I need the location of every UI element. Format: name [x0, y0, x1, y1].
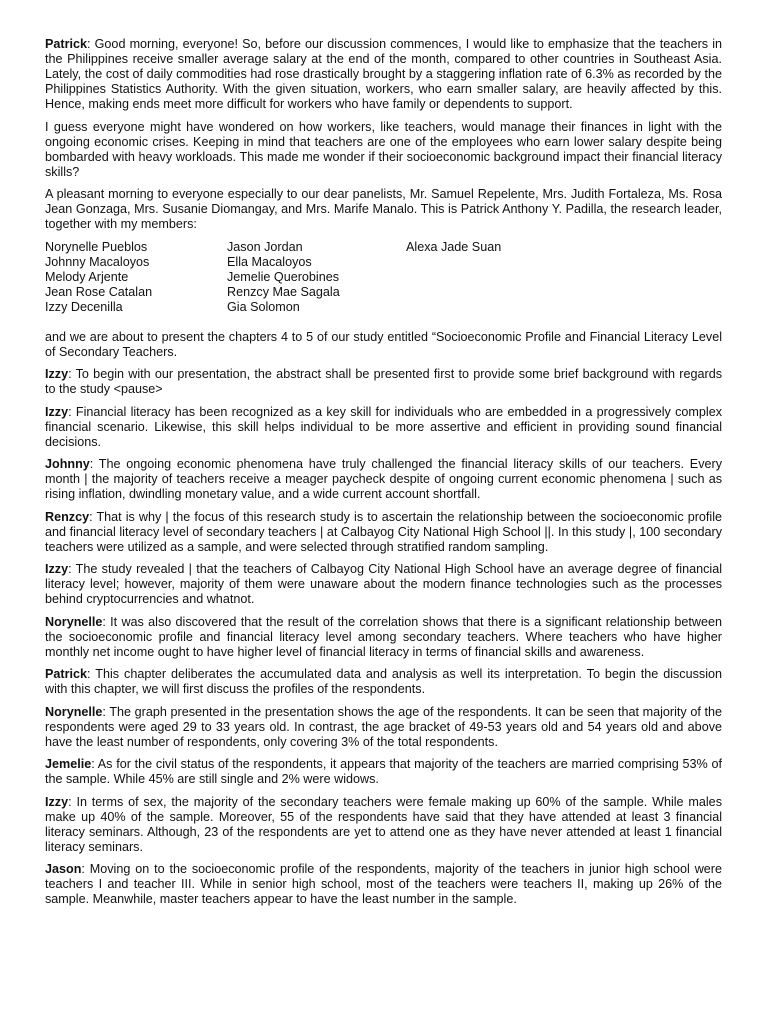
- member-name: Jean Rose Catalan: [45, 284, 153, 299]
- dialogue-paragraph: [45, 367, 722, 397]
- dialogue-paragraph: [45, 120, 722, 180]
- speaker-name: Izzy: [45, 562, 69, 576]
- paragraph-text: : That is why | the focus of this research study is to ascertain the relationship between the socioeconomic profile and financial literacy level of secondary teachers | at Calbayog City National High School ||. In this study |, 100 secondary teachers were utilized as a sample, and were selected through stratified random sampling.: [45, 509, 722, 554]
- paragraph-text: and we are about to present the chapters 4 to 5 of our study entitled “Socioeconomic Profile and Financial Literacy Level of Secondary Teachers.: [45, 329, 722, 359]
- member-name: Izzy Decenilla: [45, 299, 123, 314]
- dialogue-paragraph: [45, 457, 722, 502]
- paragraph-text: : Financial literacy has been recognized as a key skill for individuals who are embedded in a progressively complex financial scenario. Likewise, this skill helps individual to be more assertive and efficient in providing sound financial decisions.: [45, 404, 722, 449]
- paragraph-text: A pleasant morning to everyone especially to our dear panelists, Mr. Samuel Repelente, Mrs. Judith Fortaleza, Ms. Rosa Jean Gonzaga, Mrs. Susanie Diomangay, and Mrs. Marife Manalo. This is Patrick Anthony Y. Padilla, the research leader, together with my members:: [45, 187, 722, 231]
- paragraph-text: : This chapter deliberates the accumulated data and analysis as well its interpretation. To begin the discussion with this chapter, we will first discuss the profiles of the respondents.: [45, 667, 722, 696]
- speaker-name: Jemelie: [45, 757, 92, 771]
- paragraph-text: : It was also discovered that the result of the correlation shows that there is a significant relationship between the socioeconomic profile and financial literacy level among secondary teachers. Where teachers who have higher monthly net income ought to have higher level of financial literacy in terms of financial skills and awareness.: [45, 614, 722, 659]
- member-column: [227, 240, 406, 315]
- paragraph-text: : The ongoing economic phenomena have truly challenged the financial literacy skills of our teachers. Every month | the majority of teachers receive a meager paycheck despite of ongoing current economic phenomena | such as rising inflation, dwindling monetary value, and a wide current account shortfall.: [45, 457, 722, 501]
- dialogue-paragraph: [45, 37, 722, 112]
- speaker-name: Patrick: [45, 667, 88, 681]
- dialogue-paragraph: [45, 330, 722, 360]
- dialogue-paragraph: [45, 757, 722, 787]
- member-name: Jemelie Querobines: [227, 269, 340, 284]
- member-name: Ella Macaloyos: [227, 254, 312, 269]
- script-body: [45, 330, 722, 908]
- member-column: [45, 240, 227, 315]
- member-name: Norynelle Pueblos: [45, 239, 148, 254]
- member-list: [45, 240, 722, 315]
- paragraph-text: : The graph presented in the presentation shows the age of the respondents. It can be seen that majority of the respondents were aged 29 to 33 years old. In contrast, the age bracket of 49-53 years old and 54 years old and above have the least number of respondents, only covering 3% of the total respondents.: [45, 704, 722, 749]
- paragraph-text: : As for the civil status of the respondents, it appears that majority of the teachers are married comprising 53% of the sample. While 45% are still single and 2% were widows.: [45, 757, 722, 786]
- dialogue-paragraph: [45, 667, 722, 697]
- paragraph-text: : To begin with our presentation, the abstract shall be presented first to provide some brief background with regards to the study <pause>: [45, 367, 722, 396]
- speaker-name: Norynelle: [45, 704, 103, 719]
- member-name: Renzcy Mae Sagala: [227, 284, 340, 299]
- speaker-name: Patrick: [45, 37, 88, 51]
- member-name: Johnny Macaloyos: [45, 254, 150, 269]
- dialogue-paragraph: [45, 862, 722, 907]
- dialogue-paragraph: [45, 795, 722, 855]
- speaker-name: Izzy: [45, 404, 69, 419]
- speaker-name: Norynelle: [45, 614, 103, 629]
- member-column: [406, 240, 606, 315]
- dialogue-paragraph: [45, 615, 722, 660]
- member-name: Alexa Jade Suan: [406, 239, 502, 254]
- speaker-name: Izzy: [45, 367, 69, 381]
- dialogue-paragraph: [45, 405, 722, 450]
- member-name: Melody Arjente: [45, 269, 129, 284]
- member-name: Gia Solomon: [227, 299, 300, 314]
- paragraph-text: : Good morning, everyone! So, before our discussion commences, I would like to emphasize that the teachers in the Philippines receive smaller average salary at the end of the month, compared to other countries in Southeast Asia. Lately, the cost of daily commodities had rose drastically brought by a staggering inflation rate of 6.3% as recorded by the Philippines Statistics Authority. With the given situation, workers, who earn smaller salary, are heavily affected by this. Hence, making ends meet more difficult for workers who have family or dependents to support.: [45, 37, 722, 111]
- intro-section: [45, 37, 722, 232]
- speaker-name: Johnny: [45, 457, 90, 471]
- speaker-name: Izzy: [45, 794, 69, 809]
- speaker-name: Renzcy: [45, 509, 90, 524]
- paragraph-text: : In terms of sex, the majority of the secondary teachers were female making up 60% of the sample. While males make up 40% of the sample. Moreover, 55 of the respondents have said that they have attended at least 3 financial literacy seminars. Although, 23 of the respondents are yet to attend one as they have never attended at least 1 financial literacy seminars.: [45, 794, 722, 854]
- paragraph-text: : Moving on to the socioeconomic profile of the respondents, majority of the teachers in junior high school were teachers I and teacher III. While in senior high school, most of the teachers were teachers II, making up 26% of the sample. Meanwhile, master teachers appear to have the least number in the sample.: [45, 862, 722, 906]
- dialogue-paragraph: [45, 705, 722, 750]
- document-page: [45, 37, 722, 915]
- dialogue-paragraph: [45, 510, 722, 555]
- paragraph-text: I guess everyone might have wondered on how workers, like teachers, would manage their finances in light with the ongoing economic crises. Keeping in mind that teachers are one of the employees who earn lower salary despite being bombarded with heavy workloads. This made me wonder if their socioeconomic background impact their financial literacy skills?: [45, 119, 722, 179]
- speaker-name: Jason: [45, 862, 82, 876]
- dialogue-paragraph: [45, 187, 722, 232]
- dialogue-paragraph: [45, 562, 722, 607]
- member-name: Jason Jordan: [227, 239, 303, 254]
- paragraph-text: : The study revealed | that the teachers of Calbayog City National High School have an average degree of financial literacy level; however, majority of them were unaware about the modern finance technologies such as the processes behind cryptocurrencies and whatnot.: [45, 562, 722, 606]
